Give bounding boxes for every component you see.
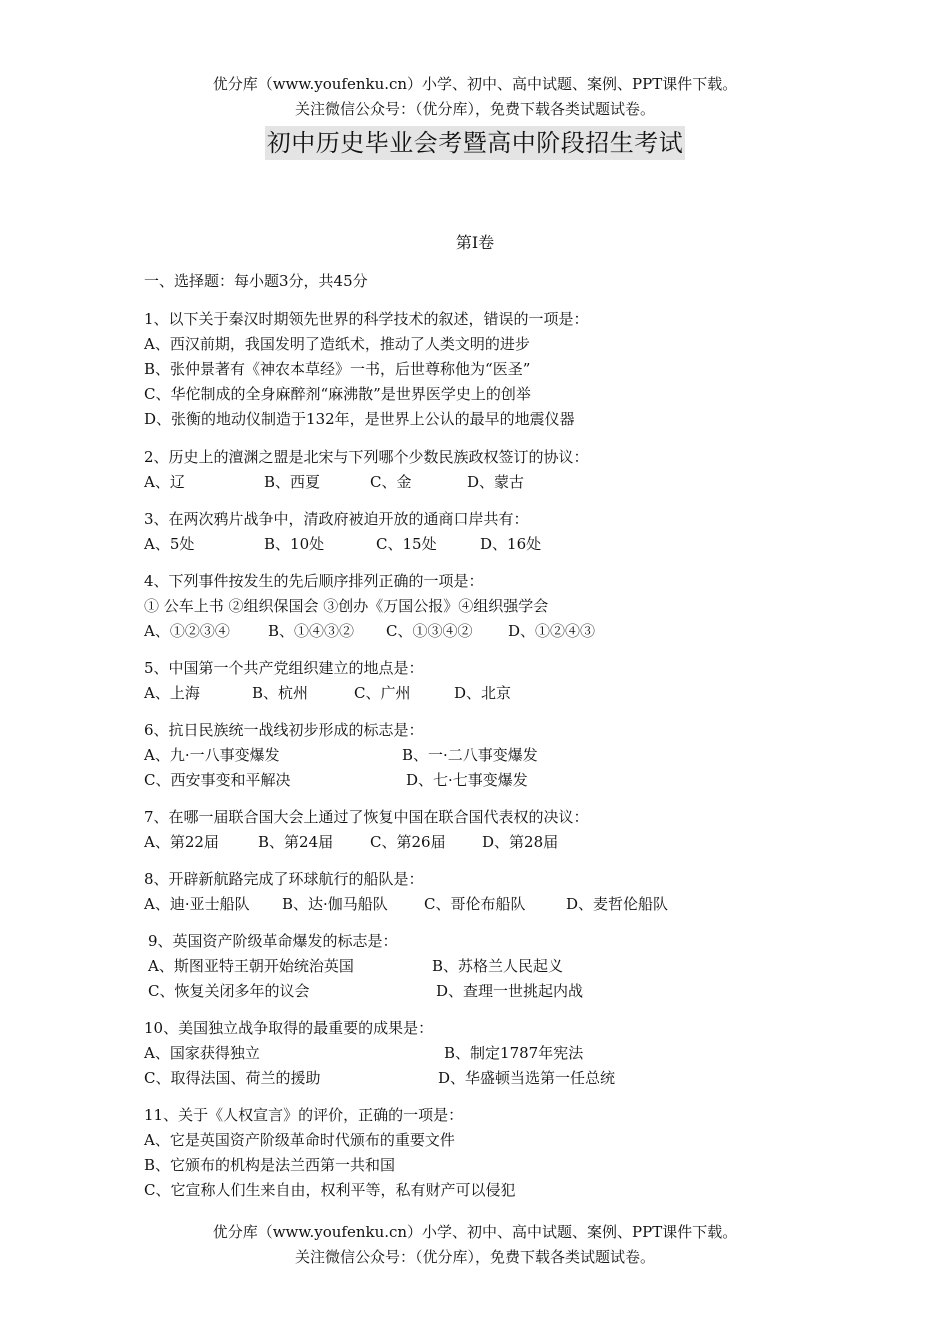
q10-stem: 10、美国独立战争取得的最重要的成果是： <box>144 1019 434 1037</box>
q9-stem: 9、英国资产阶级革命爆发的标志是： <box>148 932 398 950</box>
q1-stem: 1、以下关于秦汉时期领先世界的科学技术的叙述，错误的一项是： <box>144 310 589 328</box>
q8-stem: 8、开辟新航路完成了环球航行的船队是： <box>144 870 424 888</box>
q10-option-d: D、华盛顿当选第一任总统 <box>438 1069 616 1087</box>
q11-option-b: B、它颁布的机构是法兰西第一共和国 <box>144 1156 396 1174</box>
q4-items: ① 公车上书 ②组织保国会 ③创办《万国公报》④组织强学会 <box>144 597 549 615</box>
q5-option-b: B、杭州 <box>252 684 309 702</box>
q10-option-a: A、国家获得独立 <box>144 1044 260 1062</box>
q11-option-a: A、它是英国资产阶级革命时代颁布的重要文件 <box>144 1131 455 1149</box>
q2-option-a: A、辽 <box>144 473 185 491</box>
q6-option-b: B、一·二八事变爆发 <box>402 746 538 764</box>
q7-option-c: C、第26届 <box>370 833 446 851</box>
q1-option-c: C、华佗制成的全身麻醉剂“麻沸散”是世界医学史上的创举 <box>144 385 531 403</box>
q6-option-c: C、西安事变和平解决 <box>144 771 291 789</box>
q9-option-d: D、查理一世挑起内战 <box>436 982 584 1000</box>
page-title: 初中历史毕业会考暨高中阶段招生考试 <box>265 126 686 160</box>
q7-option-b: B、第24届 <box>258 833 334 851</box>
q9-option-a: A、斯图亚特王朝开始统治英国 <box>148 957 354 975</box>
q1-option-b: B、张仲景著有《神农本草经》一书，后世尊称他为“医圣” <box>144 360 531 378</box>
q3-option-a: A、5处 <box>144 535 195 553</box>
q4-option-a: A、①②③④ <box>144 622 230 640</box>
q2-option-b: B、西夏 <box>264 473 321 491</box>
q3-option-c: C、15处 <box>376 535 437 553</box>
q4-option-c: C、①③④② <box>386 622 473 640</box>
q10-option-b: B、制定1787年宪法 <box>444 1044 584 1062</box>
q5-stem: 5、中国第一个共产党组织建立的地点是： <box>144 659 424 677</box>
header-line-2: 关注微信公众号：（优分库），免费下载各类试题试卷。 <box>294 100 655 118</box>
q8-option-b: B、达·伽马船队 <box>282 895 388 913</box>
q9-option-b: B、苏格兰人民起义 <box>432 957 564 975</box>
footer-line-1: 优分库（www.youfenku.cn）小学、初中、高中试题、案例、PPT课件下载。 <box>212 1223 738 1241</box>
q4-option-d: D、①②④③ <box>508 622 596 640</box>
q2-option-d: D、蒙古 <box>467 473 525 491</box>
q6-option-a: A、九·一八事变爆发 <box>144 746 280 764</box>
q11-option-c: C、它宣称人们生来自由，权利平等，私有财产可以侵犯 <box>144 1181 516 1199</box>
q10-option-c: C、取得法国、荷兰的援助 <box>144 1069 321 1087</box>
title-wrap <box>0 126 950 160</box>
q4-stem: 4、下列事件按发生的先后顺序排列正确的一项是： <box>144 572 484 590</box>
q8-option-c: C、哥伦布船队 <box>424 895 526 913</box>
q3-option-b: B、10处 <box>264 535 325 553</box>
q11-stem: 11、关于《人权宣言》的评价，正确的一项是： <box>144 1106 464 1124</box>
q5-option-a: A、上海 <box>144 684 200 702</box>
q8-option-d: D、麦哲伦船队 <box>566 895 669 913</box>
q1-option-d: D、张衡的地动仪制造于132年，是世界上公认的最早的地震仪器 <box>144 410 575 428</box>
q7-option-d: D、第28届 <box>482 833 559 851</box>
volume-label: 第Ⅰ卷 <box>455 233 495 252</box>
q7-option-a: A、第22届 <box>144 833 219 851</box>
section-heading: 一、选择题：每小题3分，共45分 <box>144 272 368 290</box>
q9-option-c: C、恢复关闭多年的议会 <box>148 982 310 1000</box>
q5-option-d: D、北京 <box>454 684 512 702</box>
footer-line-2: 关注微信公众号：（优分库），免费下载各类试题试卷。 <box>294 1248 655 1266</box>
q6-option-d: D、七·七事变爆发 <box>406 771 528 789</box>
q4-option-b: B、①④③② <box>268 622 355 640</box>
q2-option-c: C、金 <box>370 473 412 491</box>
q1-option-a: A、西汉前期，我国发明了造纸术，推动了人类文明的进步 <box>144 335 530 353</box>
header-line-1: 优分库（www.youfenku.cn）小学、初中、高中试题、案例、PPT课件下载。 <box>212 75 738 93</box>
q6-stem: 6、抗日民族统一战线初步形成的标志是： <box>144 721 424 739</box>
q2-stem: 2、历史上的澶渊之盟是北宋与下列哪个少数民族政权签订的协议： <box>144 448 589 466</box>
q7-stem: 7、在哪一届联合国大会上通过了恢复中国在联合国代表权的决议： <box>144 808 589 826</box>
q3-stem: 3、在两次鸦片战争中，清政府被迫开放的通商口岸共有： <box>144 510 529 528</box>
q5-option-c: C、广州 <box>354 684 411 702</box>
q8-option-a: A、迪·亚士船队 <box>144 895 250 913</box>
q3-option-d: D、16处 <box>480 535 542 553</box>
